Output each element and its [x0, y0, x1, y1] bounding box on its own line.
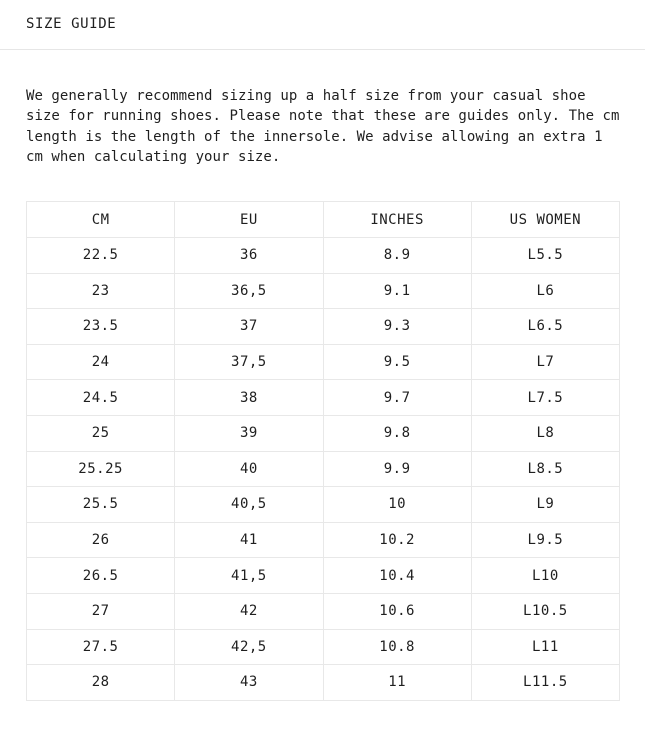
table-cell: 42,5 [175, 629, 323, 665]
page-header [0, 0, 645, 50]
column-header: INCHES [323, 202, 471, 238]
table-row [27, 344, 620, 380]
table-row [27, 415, 620, 451]
table-cell: 38 [175, 380, 323, 416]
table-cell: 10.4 [323, 558, 471, 594]
table-cell: 25.5 [27, 487, 175, 523]
table-cell: 9.9 [323, 451, 471, 487]
table-cell: L7 [471, 344, 619, 380]
table-cell: 27.5 [27, 629, 175, 665]
table-cell: L10.5 [471, 593, 619, 629]
table-row [27, 593, 620, 629]
table-cell: 10.2 [323, 522, 471, 558]
table-cell: 28 [27, 665, 175, 701]
table-cell: 9.8 [323, 415, 471, 451]
table-cell: L6.5 [471, 309, 619, 345]
table-cell: L8 [471, 415, 619, 451]
intro-text: We generally recommend sizing up a half size from your casual shoe size for running shoes. Please note that these are guides only. The cm length is the length of the innersole. We advise allowing an extra 1 cm when calculating your size. [26, 88, 620, 165]
table-header-row [27, 202, 620, 238]
column-header: US WOMEN [471, 202, 619, 238]
table-cell: 40,5 [175, 487, 323, 523]
table-cell: 42 [175, 593, 323, 629]
table-row [27, 629, 620, 665]
table-cell: 25.25 [27, 451, 175, 487]
table-cell: 9.5 [323, 344, 471, 380]
table-cell: 36 [175, 238, 323, 274]
table-cell: 43 [175, 665, 323, 701]
table-cell: 8.9 [323, 238, 471, 274]
table-row [27, 273, 620, 309]
table-cell: 25 [27, 415, 175, 451]
table-cell: 9.7 [323, 380, 471, 416]
table-cell: 9.1 [323, 273, 471, 309]
table-cell: L9 [471, 487, 619, 523]
table-cell: 41 [175, 522, 323, 558]
table-cell: L6 [471, 273, 619, 309]
table-row [27, 238, 620, 274]
table-cell: L9.5 [471, 522, 619, 558]
table-cell: 24.5 [27, 380, 175, 416]
table-cell: 10.8 [323, 629, 471, 665]
table-row [27, 665, 620, 701]
table-row [27, 487, 620, 523]
table-cell: L11.5 [471, 665, 619, 701]
table-cell: 24 [27, 344, 175, 380]
table-cell: 22.5 [27, 238, 175, 274]
table-cell: L8.5 [471, 451, 619, 487]
table-cell: 39 [175, 415, 323, 451]
table-cell: 37,5 [175, 344, 323, 380]
page-title: SIZE GUIDE [26, 16, 117, 32]
table-cell: 27 [27, 593, 175, 629]
size-table [26, 201, 620, 701]
table-cell: 41,5 [175, 558, 323, 594]
table-cell: 23.5 [27, 309, 175, 345]
table-cell: L11 [471, 629, 619, 665]
table-cell: 40 [175, 451, 323, 487]
table-cell: L7.5 [471, 380, 619, 416]
table-cell: 26 [27, 522, 175, 558]
table-cell: L5.5 [471, 238, 619, 274]
table-row [27, 522, 620, 558]
table-cell: 37 [175, 309, 323, 345]
column-header: CM [27, 202, 175, 238]
table-cell: 10.6 [323, 593, 471, 629]
column-header: EU [175, 202, 323, 238]
table-row [27, 309, 620, 345]
table-cell: 26.5 [27, 558, 175, 594]
table-body [27, 238, 620, 701]
table-cell: 23 [27, 273, 175, 309]
table-row [27, 558, 620, 594]
table-cell: L10 [471, 558, 619, 594]
table-cell: 10 [323, 487, 471, 523]
table-row [27, 380, 620, 416]
table-cell: 9.3 [323, 309, 471, 345]
table-cell: 36,5 [175, 273, 323, 309]
table-cell: 11 [323, 665, 471, 701]
table-row [27, 451, 620, 487]
